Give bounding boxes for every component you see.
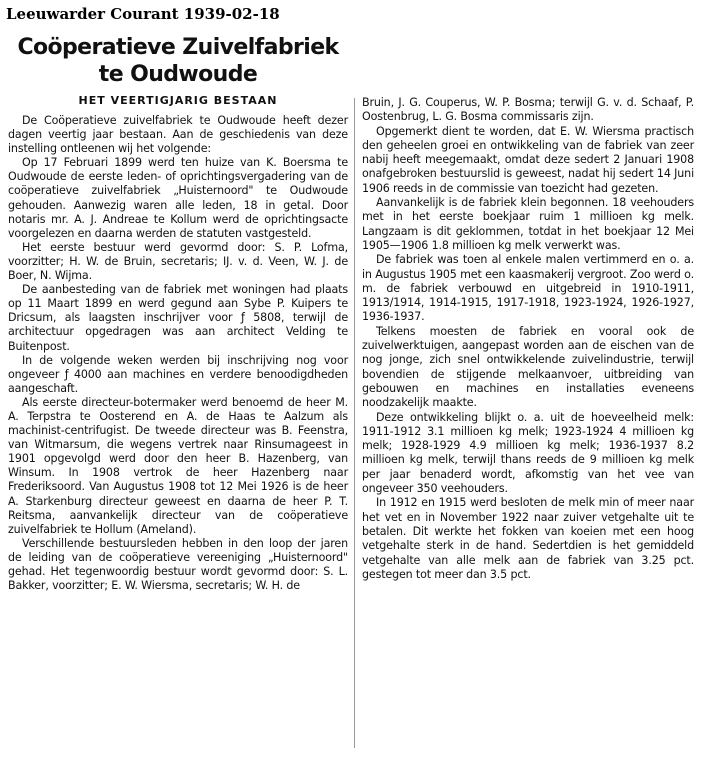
paragraph: Als eerste directeur-botermaker werd benoemd de heer M. A. Terpstra te Oosterend en A. de Haas te Aalzum als machinist-centrifugist. De tweede directeur was B. Feenstra, van Witmarsum, die wegens vertrek naar Rinsumageest in 1901 opgevolgd werd door den heer B. Hazenberg, van Winsum. In 1908 vertrok de heer Hazenberg naar Frederiksoord. Van Augustus 1908 tot 12 Mei 1926 is de heer A. Starkenburg directeur geweest en daarna de heer P. T. Reitsma, aanvankelijk directeur van de coöperatieve zuivelfabriek te Hollum (Ameland).	[8, 395, 348, 536]
paragraph: Deze ontwikkeling blijkt o. a. uit de hoeveelheid melk: 1911-1912 3.1 millioen kg melk; 1923-1924 4 millioen kg melk; 1928-1929 4.9 millioen kg melk; 1936-1937 8.2 millioen kg melk, terwijl thans reeds de 9 millioen kg melk per jaar benaderd wordt, afkomstig van het vee van ongeveer 350 veehouders.	[362, 410, 694, 496]
paragraph: Verschillende bestuursleden hebben in den loop der jaren de leiding van de coöperatieve vereeniging „Huisternoord" gehad. Het tegenwoordig bestuur wordt gevormd door: S. L. Bakker, voorzitter; E. W. Wiersma, secretaris; W. H. de	[8, 536, 348, 593]
paragraph: Het eerste bestuur werd gevormd door: S. P. Lofma, voorzitter; H. W. de Bruin, secretaris; IJ. v. d. Veen, W. J. de Boer, N. Wijma.	[8, 240, 348, 283]
paragraph: Aanvankelijk is de fabriek klein begonnen. 18 veehouders met in het eerste boekjaar ruim 1 millioen kg melk. Langzaam is dit geklommen, totdat in het boekjaar 12 Mei 1905—1906 1.8 millioen kg melk verwerkt was.	[362, 196, 694, 252]
headline-line-1: Coöperatieve Zuivelfabriek	[17, 35, 339, 60]
headline-line-2: te Oudwoude	[98, 62, 258, 87]
paragraph: Telkens moesten de fabriek en vooral ook de zuivelwerktuigen, aangepast worden aan de eischen van de nog jonge, zich snel ontwikkelende zuivelindustrie, terwijl bovendien de stijgende melkaanvoer, uitbreiding van gebouwen en machines en installaties eveneens noodzakelijk maakte.	[362, 324, 694, 410]
column-divider	[354, 98, 355, 748]
article-subheadline: HET VEERTIGJARIG BESTAAN	[78, 94, 278, 107]
right-column	[362, 96, 694, 582]
article-clipping	[8, 30, 698, 750]
paragraph: Opgemerkt dient te worden, dat E. W. Wiersma practisch den geheelen groei en ontwikkeling van de fabriek van zeer nabij heeft meegemaakt, omdat deze sedert 2 Januari 1908 onafgebroken bestuurslid is geweest, nadat hij sedert 14 Juni 1906 reeds in de commissie van toezicht had gezeten.	[362, 124, 694, 195]
paragraph: De fabriek was toen al enkele malen vertimmerd en o. a. in Augustus 1905 met een kaasmakerij vergroot. Zoo werd o. m. de fabriek verbouwd en uitgebreid in 1910-1911, 1913/1914, 1914-1915, 1917-1918, 1923-1924, 1926-1927, 1936-1937.	[362, 253, 694, 324]
left-column	[8, 30, 348, 593]
paragraph: In 1912 en 1915 werd besloten de melk min of meer naar het vet en in November 1922 naar zuiver vetgehalte uit te betalen. Dit werkte het fokken van koeien met een hoog vetgehalte sterk in de hand. Sedertdien is het gemiddeld vetgehalte van alle melk aan de fabriek van 3.25 pct. gestegen tot meer dan 3.5 pct.	[362, 496, 694, 581]
paragraph: In de volgende weken werden bij inschrijving nog voor ongeveer ƒ 4000 aan machines en verdere benoodigdheden aangeschaft.	[8, 353, 348, 395]
paragraph: Bruin, J. G. Couperus, W. P. Bosma; terwijl G. v. d. Schaaf, P. Oostenbrug, L. G. Bosma commissaris zijn.	[362, 96, 694, 124]
newspaper-caption: Leeuwarder Courant 1939-02-18	[6, 5, 280, 23]
paragraph: Op 17 Februari 1899 werd ten huize van K. Boersma te Oudwoude de eerste leden- of oprichtingsvergadering van de coöperatieve zuivelfabriek „Huisternoord" te Oudwoude gehouden. Aanwezig waren alle leden, 18 in getal. Door notaris mr. A. J. Andreae te Kollum werd de oprichtingsacte voorgelezen en daarna werden de statuten vastgesteld.	[8, 156, 348, 240]
article-headline	[8, 34, 348, 88]
paragraph: De Coöperatieve zuivelfabriek te Oudwoude heeft dezer dagen veertig jaar bestaan. Aan de geschiedenis van deze instelling ontleenen wij het volgende:	[8, 114, 348, 156]
paragraph: De aanbesteding van de fabriek met woningen had plaats op 11 Maart 1899 en werd gegund aan Sybe P. Kuipers te Dricsum, als laagsten inschrijver voor ƒ 5808, terwijl de architectuur opgedragen was aan architect Velding te Buitenpost.	[8, 283, 348, 353]
